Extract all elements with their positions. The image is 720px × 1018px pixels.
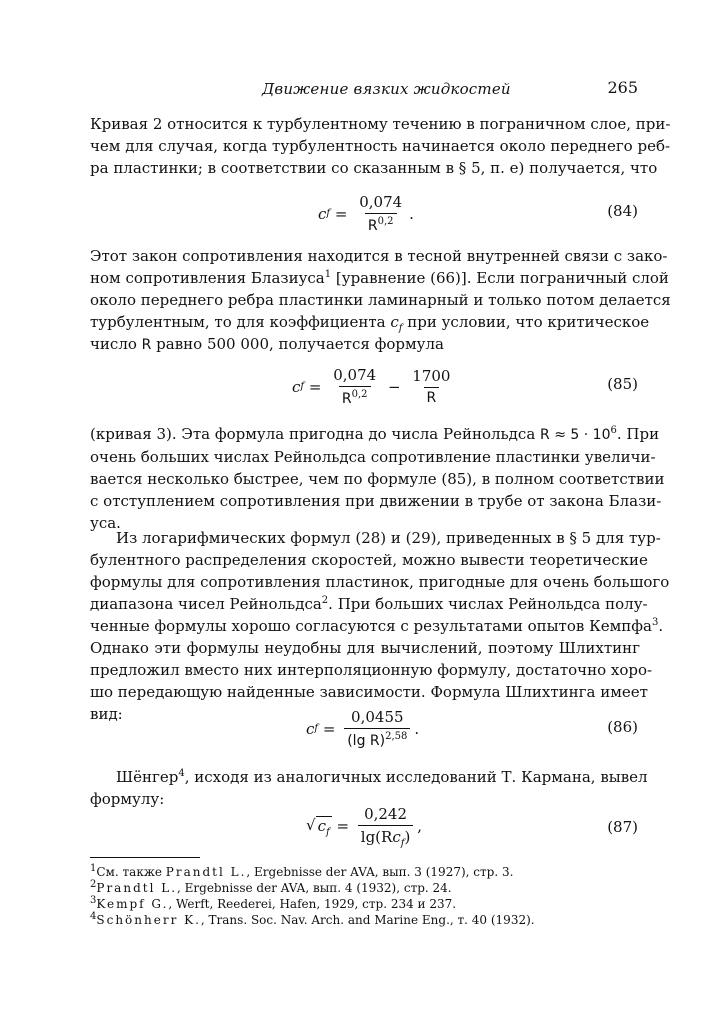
text-line: Из логарифмических формул (28) и (29), приведенных в § 5 для тур- <box>116 529 661 547</box>
eq-tail: , <box>417 816 423 835</box>
footnote-3: $^3$Kempf G., Werft, Reederei, Hafen, 1929, стр. 234 и 237. <box>90 895 457 911</box>
equation-number-87: (87) <box>607 818 638 836</box>
denominator-base: R <box>341 391 352 407</box>
eq-tail: . <box>409 204 414 223</box>
minus-sign: − <box>383 377 406 396</box>
equation-number-84: (84) <box>607 202 638 220</box>
eq-lhs: c <box>318 204 327 223</box>
text-line: с отступлением сопротивления при движении в трубе от закона Блази- <box>90 492 662 510</box>
equation-86: c f = $\frac{0,0455}{(\lg R)^{2,58}}$ . <box>306 708 420 749</box>
text-line: Шёнгер$^4$, исходя из аналогичных исследований Т. Кармана, вывел <box>116 768 648 786</box>
text-line: уса. <box>90 514 121 532</box>
text-line: около переднего ребра пластинки ламинарный и только потом делается <box>90 291 671 309</box>
equation-number-86: (86) <box>607 718 638 736</box>
square-root: √ $c_f$ <box>306 816 330 838</box>
text-line: формулу: <box>90 790 165 808</box>
eq-lhs: c <box>292 377 301 396</box>
text-line: вид: <box>90 705 123 723</box>
equation-84: c f = $\frac{0,074}{R^{0,2}}$ . <box>318 193 414 234</box>
eq-sign: = <box>304 377 327 396</box>
text-line: шо передающую найденные зависимости. Формула Шлихтинга имеет <box>90 683 648 701</box>
denominator-exponent: 2,58 <box>385 731 408 742</box>
footnote-ref: 1 <box>324 269 332 280</box>
running-header-title: Движение вязких жидкостей <box>262 80 511 98</box>
paragraph-5 <box>90 766 648 810</box>
footnotes <box>90 864 650 928</box>
text-line: число R равно 500 000, получается формула <box>90 335 444 353</box>
text-line: формулы для сопротивления пластинок, пригодные для очень большого <box>90 573 670 591</box>
fraction <box>356 193 405 234</box>
numerator: 1700 <box>412 367 451 385</box>
eq-tail: . <box>414 719 420 738</box>
text-line: ра пластинки; в соответствии со сказанным в § 5, п. е) получается, что <box>90 159 658 177</box>
numerator: 0,242 <box>364 805 408 823</box>
eq-sign: = <box>318 719 341 738</box>
numerator: 0,0455 <box>351 708 404 726</box>
text-line: Этот закон сопротивления находится в тесной внутренней связи с зако- <box>90 247 668 265</box>
text-line: вается несколько быстрее, чем по формуле (85), в полном соответствии <box>90 470 665 488</box>
eq-lhs: c <box>306 719 315 738</box>
footnote-1: $^1$См. также Prandtl L., Ergebnisse der AVA, вып. 3 (1927), стр. 3. <box>90 863 514 879</box>
numerator: 0,074 <box>333 366 377 384</box>
text-line: ном сопротивления Блазиуса$^1$ [уравнение (66)]. Если пограничный слой <box>90 269 669 287</box>
footnote-4: $^4$Schönherr K., Trans. Soc. Nav. Arch. and Marine Eng., т. 40 (1932). <box>90 911 535 927</box>
eq-sign: = <box>330 204 353 223</box>
paragraph-1 <box>90 113 671 179</box>
numerator: 0,074 <box>359 193 403 211</box>
denominator-base: R <box>367 218 378 234</box>
text-line: турбулентным, то для коэффициента $c_f$ при условии, что критическое <box>90 313 650 334</box>
denominator-base: (lg R) <box>347 733 386 749</box>
text-line: очень больших числах Рейнольдса сопротивление пластинки увеличи- <box>90 448 656 466</box>
text-line: чем для случая, когда турбулентность начинается около переднего реб- <box>90 137 671 155</box>
footnote-2: $^2$Prandtl L., Ergebnisse der AVA, вып. 4 (1932), стр. 24. <box>90 879 452 895</box>
eq-sign: = <box>331 816 354 835</box>
equation-87 <box>306 805 423 849</box>
footnote-rule <box>90 857 200 858</box>
denominator-exponent: 0,2 <box>377 216 394 227</box>
fraction <box>358 805 414 849</box>
fraction <box>344 708 410 749</box>
paragraph-2 <box>90 245 671 356</box>
text-line: ченные формулы хорошо согласуются с результатами опытов Кемпфа$^3$. <box>90 617 664 635</box>
paragraph-3 <box>90 423 665 534</box>
equation-number-85: (85) <box>607 375 638 393</box>
fraction <box>330 366 379 407</box>
text-line: диапазона чисел Рейнольдса$^2$. При больших числах Рейнольдса полу- <box>90 595 648 613</box>
denominator-exponent: 0,2 <box>351 389 368 400</box>
paragraph-4 <box>90 527 670 725</box>
denominator: $\lg(Rc_f)$ <box>358 825 414 846</box>
text-line: Кривая 2 относится к турбулентному течению в пограничном слое, при- <box>90 115 671 133</box>
text-line: предложил вместо них интерполяционную формулу, достаточно хоро- <box>90 661 653 679</box>
denominator: R <box>424 387 440 406</box>
text-line: булентного распределения скоростей, можно вывести теоретические <box>90 551 648 569</box>
text-line: Однако эти формулы неудобны для вычислений, поэтому Шлихтинг <box>90 639 640 657</box>
page-number: 265 <box>607 78 638 97</box>
equation-85: c f = $\frac{0,074}{R^{0,2}}$ − $\frac{1700}{R}$ <box>292 366 457 407</box>
fraction <box>409 367 453 406</box>
text-line: (кривая 3). Эта формула пригодна до числа Рейнольдса $R \approx 5 \cdot 10^6$. При <box>90 425 660 443</box>
